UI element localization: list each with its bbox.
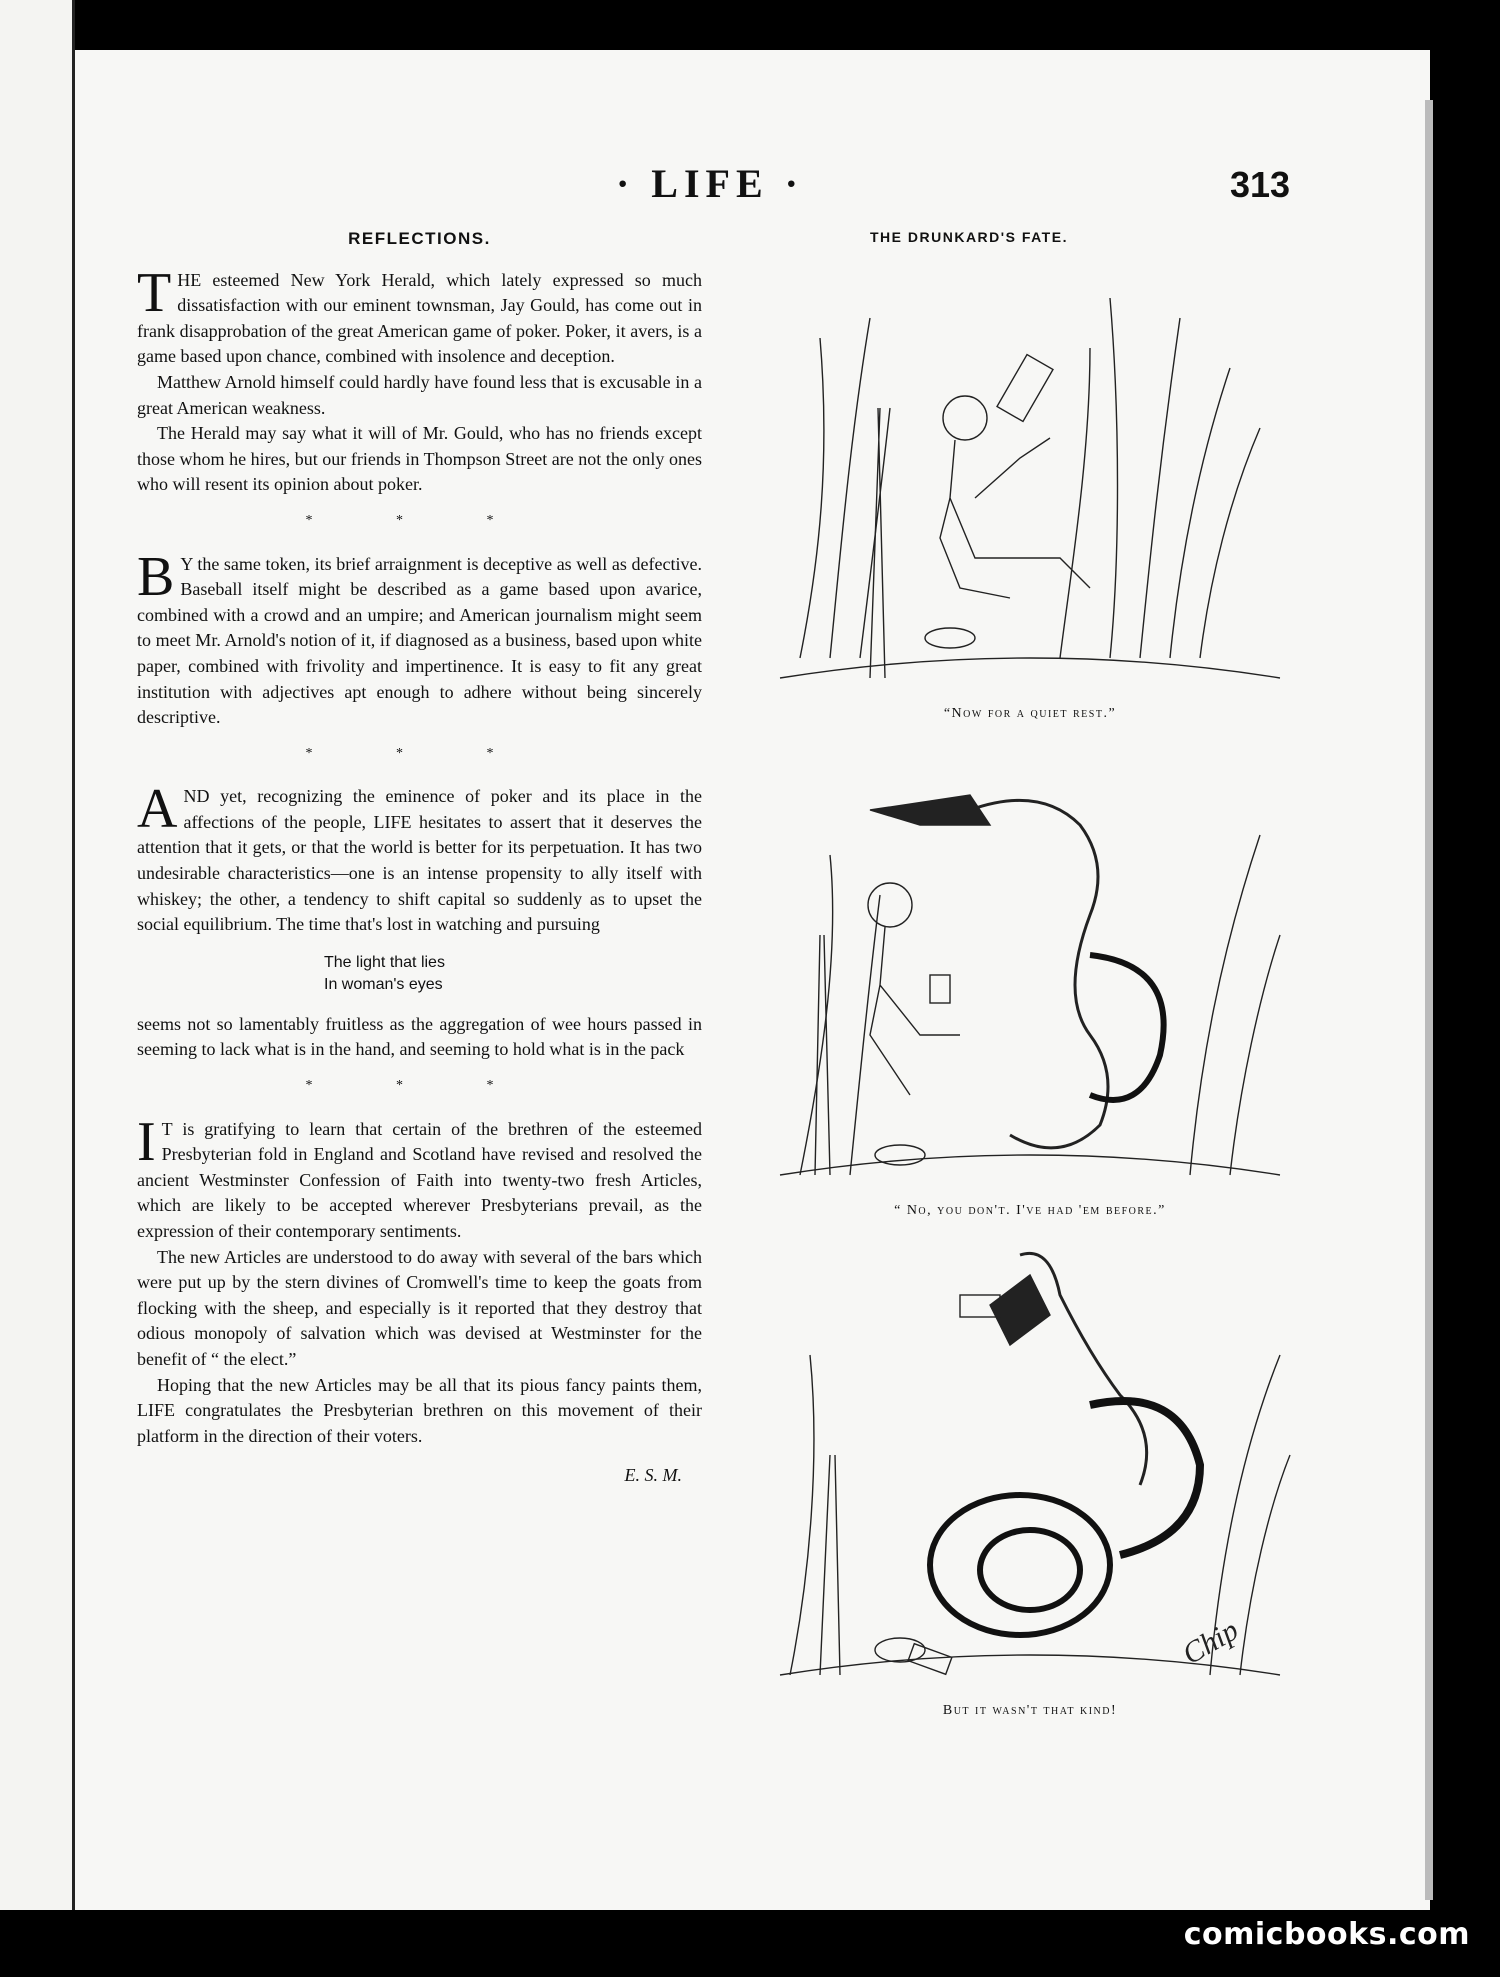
section-separator: * * * <box>305 1078 534 1094</box>
cartoon-panel-1 <box>760 258 1300 722</box>
panel-3-caption: But it wasn't that kind! <box>942 1703 1118 1718</box>
article-heading: REFLECTIONS. <box>348 229 491 248</box>
page-number: 313 <box>1230 164 1291 205</box>
drop-cap: B <box>137 545 175 608</box>
site-watermark: comicbooks.com <box>1183 1917 1470 1952</box>
reflections-article <box>137 226 702 1489</box>
paragraph: The Herald may say what it will of Mr. Gould, who has no friends except those whom he hires, but our friends in Thompson Street are not the only ones who will resent its opinion about poker. <box>137 423 702 495</box>
section-separator: * * * <box>305 512 534 528</box>
poem-line: The light that lies <box>324 953 445 971</box>
paragraph: Hoping that the new Articles may be all that its pious fancy paints them, LIFE congratulates the Presbyterian brethren on this movement of their platform in the direction of their voters. <box>137 1374 702 1446</box>
paragraph: Matthew Arnold himself could hardly have found less that is excusable in a great American weakness. <box>137 371 702 418</box>
section-1 <box>137 261 702 498</box>
poem-quote <box>324 952 702 996</box>
artist-signature: Chip <box>1177 1613 1245 1672</box>
drop-cap: T <box>137 261 172 324</box>
magazine-title: · LIFE · <box>615 161 805 206</box>
section-4 <box>137 1110 702 1450</box>
cartoon-illustration-resting-drinker <box>760 258 1300 698</box>
section-2 <box>137 545 702 731</box>
cartoon-illustration-snake-appears <box>760 735 1300 1195</box>
paragraph: The new Articles are understood to do away with several of the bars which were put up by the stern divines of Cromwell's time to keep the goats from flocking with the sheep, and especially is it reported that they destroy that odious monopoly of salvation which was devised at Westminster for the benefit of “ the elect.” <box>137 1246 702 1369</box>
paragraph: THE esteemed New York Herald, which lately expressed so much dissatisfaction with our eminent townsman, Jay Gould, has come out in frank disapprobation of the great American game of poker. Poker, it avers, is a game based upon chance, combined with insolence and deception. <box>137 261 702 367</box>
cartoon-title: THE DRUNKARD'S FATE. <box>870 229 1068 245</box>
paragraph: B Y the same token, its brief arraignment is deceptive as well as defective. Baseball itself might be described as a game based upon avarice, combined with a crowd and an umpire; and American journalism might seem to meet Mr. Arnold's notion of it, if diagnosed as a business, based upon white paper, combined with frivolity and impertinence. It is easy to fit any great institution with adjectives apt enough to adhere without being sincerely descriptive. <box>137 545 702 728</box>
cartoon-panel-2 <box>760 735 1300 1219</box>
author-signature: E. S. M. <box>624 1465 682 1486</box>
page-edge-shadow <box>1425 100 1433 1900</box>
facing-page-edge <box>0 0 75 1977</box>
panel-1-caption: “Now for a quiet rest.” <box>943 706 1117 721</box>
paragraph: seems not so lamentably fruitless as the aggregation of wee hours passed in seeming to lack what is in the hand, and seeming to hold what is in the pack <box>137 1013 702 1060</box>
poem-line: In woman's eyes <box>324 975 443 993</box>
section-separator: * * * <box>305 745 534 761</box>
cartoon-panel-3 <box>760 1235 1300 1719</box>
section-3 <box>137 778 702 1063</box>
cartoon-illustration-snake-drinks <box>760 1235 1300 1695</box>
panel-2-caption: “ No, you don't. I've had 'em before.” <box>894 1203 1166 1218</box>
drop-cap: A <box>137 778 178 841</box>
paragraph: AND yet, recognizing the eminence of poker and its place in the affections of the people, LIFE hesitates to assert that it deserves the attention that it gets, or that the world is better for its perpetuation. It has two undesirable characteristics—one is an intense propensity to ally itself with whiskey; the other, a tendency to shift capital so suddenly as to upset the social equilibrium. The time that's lost in watching and pursuing <box>137 778 702 935</box>
drop-cap: I <box>137 1110 156 1173</box>
paragraph: I T is gratifying to learn that certain of the brethren of the esteemed Presbyterian fold in England and Scotland have revised and resolved the ancient Westminster Confession of Faith into twenty-two fresh Articles, which are likely to be accepted wherever Presbyterians prevail, as the expression of their contemporary sentiments. <box>137 1110 702 1241</box>
